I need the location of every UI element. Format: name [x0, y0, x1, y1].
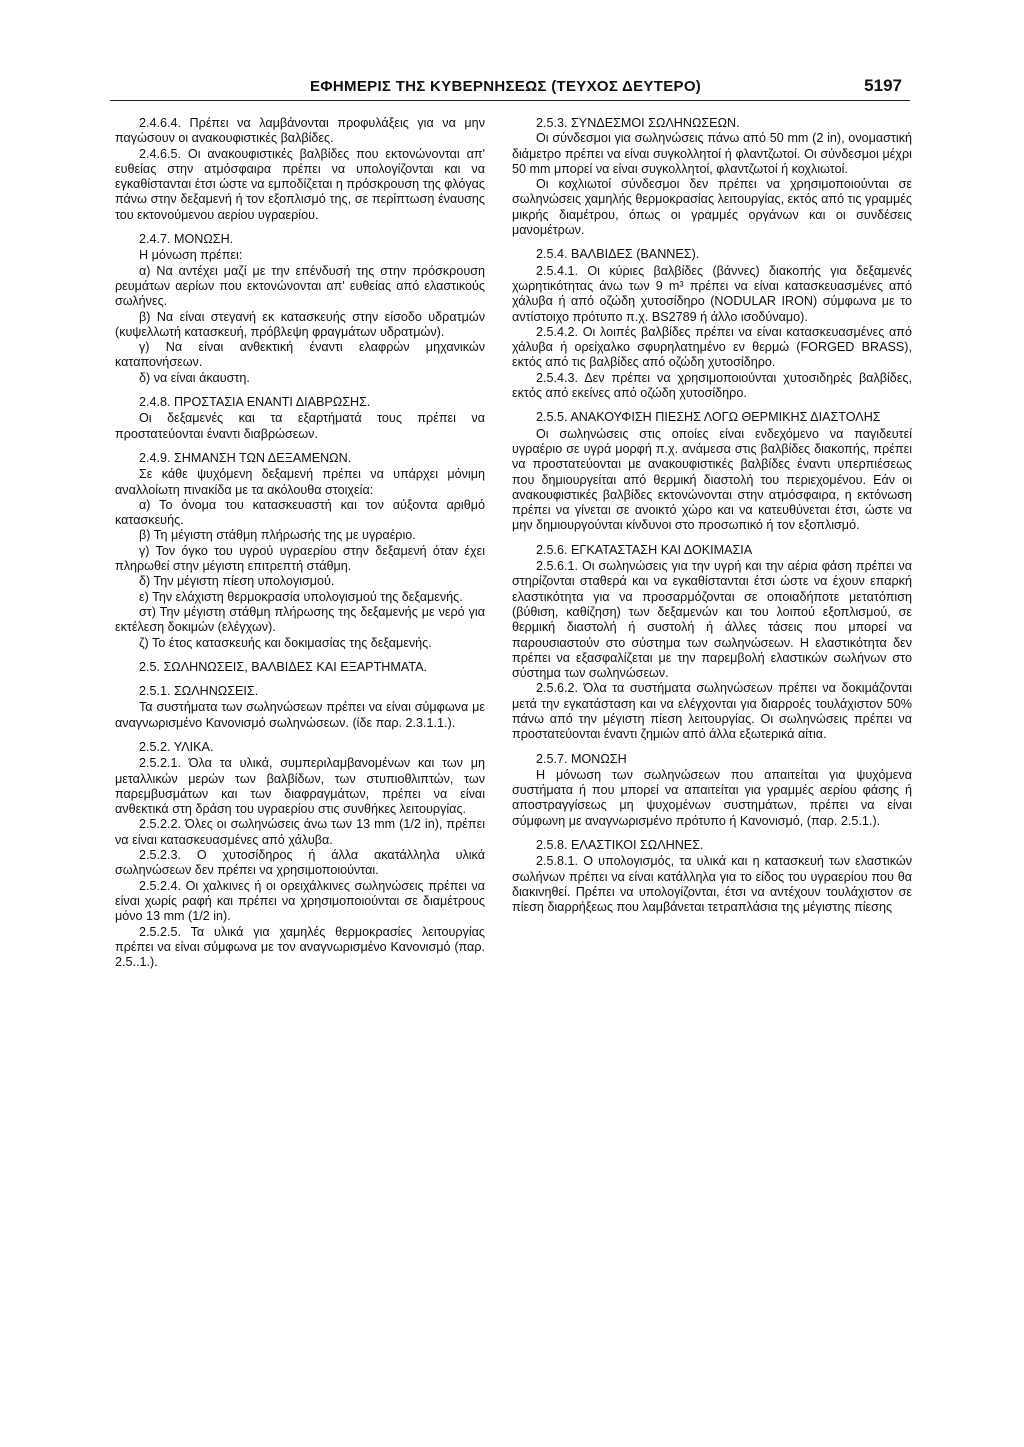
section-heading: 2.5.1. ΣΩΛΗΝΩΣΕΙΣ. — [139, 684, 259, 699]
paragraph: Οι σωληνώσεις στις οποίες είναι ενδεχόμενο να παγιδευτεί υγραέριο σε υγρά μορφή π.χ. ανάμεσα στις βαλβίδες διακοπής, πρέπει να προστατεύονται με ανακουφιστικές βαλβίδες έναντι υπερπιέσεως που δημιουργείται από θερμική διαστολή του περιεχομένου. Εάν οι ανακουφιστικές βαλβίδες εκτονώνονται στην ατμόσφαιρα, η εκτόνωση πρέπει να γίνεται σε ανοικτό χώρο και να κατευθύνεται έτσι, ώστε να μην δημιουργούνται κίνδυνοι στο προσωπικό ή τον εξοπλισμό. — [512, 426, 912, 533]
paragraph: ε) Την ελάχιστη θερμοκρασία υπολογισμού της δεξαμενής. — [139, 589, 463, 604]
paragraph: 2.4.6.4. Πρέπει να λαμβάνονται προφυλάξεις για να μην παγώσουν οι ανακουφιστικές βαλβίδες. — [115, 116, 485, 146]
paragraph: 2.4.6.5. Οι ανακουφιστικές βαλβίδες που εκτονώνονται απ' ευθείας στην ατμόσφαιρα πρέπει να υπολογίζονται και να εγκαθίστανται έτσι ώστε να εμποδίζεται η πρόσκρουση της φλόγας πάνω στην δεξαμενή ή τον εξοπλισμό της, σε περίπτωση έναυσης του εκτονούμενου αερίου υγραερίου. — [115, 146, 485, 222]
paragraph: Η μόνωση των σωληνώσεων που απαιτείται για ψυχόμενα συστήματα ή που μπορεί να απαιτείται για γραμμές αερίου φάσης ή αποστραγγίσεως μη ψυχομένων συστημάτων, πρέπει να είναι σύμφωνη με αναγνωρισμένο πρότυπο ή Κανονισμό, (παρ. 2.5.1.). — [512, 767, 912, 828]
section-heading: 2.4.8. ΠΡΟΣΤΑΣΙΑ ΕΝΑΝΤΙ ΔΙΑΒΡΩΣΗΣ. — [139, 395, 371, 410]
section-heading: 2.5.8. ΕΛΑΣΤΙΚΟΙ ΣΩΛΗΝΕΣ. — [536, 838, 704, 853]
paragraph: στ) Την μέγιστη στάθμη πλήρωσης της δεξαμενής με νερό για εκτέλεση δοκιμών (ελέγχων). — [115, 604, 485, 635]
paragraph: 2.5.6.1. Οι σωληνώσεις για την υγρή και την αέρια φάση πρέπει να στηρίζονται σταθερά και να εγκαθίστανται έτσι ώστε να έχουν επαρκή ελαστικότητα για να προσαρμόζονται σε οποιαδήποτε μετατόπιση (βύθιση, καθίζηση) των δεξαμενών και του λοιπού εξοπλισμού, σε θερμική διαστολή ή συστολή ή άλλες τάσεις που μπορεί να παρουσιαστούν στο σύστημα των σωληνώσεων. Η ελαστικότητα δεν πρέπει να εξασφαλίζεται με την παρεμβολή ελαστικών σωλήνων στο σύστημα των σωληνώσεων. — [512, 559, 912, 681]
right-column — [512, 116, 912, 916]
paragraph: 2.5.4.2. Οι λοιπές βαλβίδες πρέπει να είναι κατασκευασμένες από χάλυβα ή ορείχαλκο σφυρηλατημένο εν θερμώ (FORGED BRASS), εκτός από τις βαλβίδες από οζώδη χυτοσίδηρο. — [512, 324, 912, 370]
paragraph: 2.5.2.2. Όλες οι σωληνώσεις άνω των 13 mm (1/2 in), πρέπει να είναι κατασκευασμένες από χάλυβα. — [115, 817, 485, 847]
paragraph: α) Το όνομα του κατασκευαστή και τον αύξοντα αριθμό κατασκευής. — [115, 497, 485, 528]
section-heading: 2.5.2. ΥΛΙΚΑ. — [139, 739, 214, 754]
section-heading: 2.5.5. ΑΝΑΚΟΥΦΙΣΗ ΠΙΕΣΗΣ ΛΟΓΩ ΘΕΡΜΙΚΗΣ ΔΙΑΣΤΟΛΗΣ — [536, 410, 881, 425]
paragraph: 2.5.2.3. Ο χυτοσίδηρος ή άλλα ακατάλληλα υλικά σωληνώσεων δεν πρέπει να χρησιμοποιούνται. — [115, 848, 485, 878]
section-heading: 2.4.9. ΣΗΜΑΝΣΗ ΤΩΝ ΔΕΞΑΜΕΝΩΝ. — [139, 450, 352, 465]
section-heading: 2.5.4. ΒΑΛΒΙΔΕΣ (ΒΑΝΝΕΣ). — [536, 247, 700, 262]
paragraph: α) Να αντέχει μαζί με την επένδυσή της στην πρόσκρουση ρευμάτων αερίων που εκτονώνονται απ' ευθείας από ελαστικούς σωλήνες. — [115, 263, 485, 309]
page-header — [110, 74, 910, 104]
paragraph: 2.5.2.4. Οι χαλκινες ή οι ορειχάλκινες σωληνώσεις πρέπει να είναι χωρίς ραφή και πρέπει να χρησιμοποιούνται σε διαμέτρους μόνο 13 mm (1/2 in). — [115, 878, 485, 924]
paragraph: 2.5.8.1. Ο υπολογισμός, τα υλικά και η κατασκευή των ελαστικών σωλήνων πρέπει να είναι κατάλληλα για το είδος του υγραερίου που θα διακινηθεί. Πρέπει να υπολογίζονται, έτσι να αντέχουν τουλάχιστον σε πίεση διαρρήξεως που λαμβάνεται τετραπλάσια της μέγιστης πίεσης — [512, 854, 912, 915]
paragraph: 2.5.4.1. Οι κύριες βαλβίδες (βάννες) διακοπής για δεξαμενές χωρητικότητας άνω των 9 m³ πρέπει να είναι κατασκευασμένες από χάλυβα ή από οζώδη χυτοσίδηρο (NODULAR IRON) σύμφωνα με το αντίστοιχο πρότυπο π.χ. BS2789 ή άλλο ισοδύναμο). — [512, 263, 912, 324]
paragraph: 2.5.6.2. Όλα τα συστήματα σωληνώσεων πρέπει να δοκιμάζονται μετά την εγκατάσταση και να ελέγχονται για διαρροές τουλάχιστον 50% πάνω από την μέγιστη πίεση λειτουργίας. Οι σωληνώσεις πρέπει να προστατεύονται έναντι ζημιών από άλλα εξωτερικά αίτια. — [512, 681, 912, 742]
page-number: 5197 — [864, 76, 902, 95]
section-heading: 2.5.7. ΜΟΝΩΣΗ — [536, 751, 627, 766]
paragraph: Οι κοχλιωτοί σύνδεσμοι δεν πρέπει να χρησιμοποιούνται σε σωληνώσεις χαμηλής θερμοκρασίας λειτουργίας, εκτός από τις γραμμές μικρής διαμέτρου, όπως οι γραμμές οργάνων και οι συνδέσεις μανομέτρων. — [512, 177, 912, 238]
paragraph: Οι σύνδεσμοι για σωληνώσεις πάνω από 50 mm (2 in), ονομαστική διάμετρο πρέπει να είναι συγκολλητοί ή φλαντζωτοί. Οι σύνδεσμοι μέχρι 50 mm μπορεί να είναι συγκολλητοί, φλαντζωτοί ή κοχλιωτοί. — [512, 131, 912, 176]
header-rule — [110, 100, 910, 101]
section-heading: 2.5. ΣΩΛΗΝΩΣΕΙΣ, ΒΑΛΒΙΔΕΣ ΚΑΙ ΕΞΑΡΤΗΜΑΤΑ. — [139, 659, 427, 674]
paragraph: Οι δεξαμενές και τα εξαρτήματά τους πρέπει να προστατεύονται έναντι διαβρώσεων. — [115, 411, 485, 441]
section-heading: 2.4.7. ΜΟΝΩΣΗ. — [139, 232, 234, 247]
left-column — [115, 116, 485, 970]
paragraph: ζ) Το έτος κατασκευής και δοκιμασίας της δεξαμενής. — [139, 635, 432, 650]
paragraph: 2.5.2.5. Τα υλικά για χαμηλές θερμοκρασίες λειτουργίας πρέπει να είναι σύμφωνα με τον αναγνωρισμένο Κανονισμό (παρ. 2.5..1.). — [115, 924, 485, 970]
paragraph: Η μόνωση πρέπει: — [139, 248, 243, 263]
paragraph: Σε κάθε ψυχόμενη δεξαμενή πρέπει να υπάρχει μόνιμη αναλλοίωτη πινακίδα με τα ακόλουθα στοιχεία: — [115, 467, 485, 497]
paragraph: 2.5.4.3. Δεν πρέπει να χρησιμοποιούνται χυτοσιδηρές βαλβίδες, εκτός από εκείνες από οζώδη χυτοσίδηρο. — [512, 370, 912, 401]
paragraph: 2.5.2.1. Όλα τα υλικά, συμπεριλαμβανομένων και των μη μεταλλικών μερών των βαλβίδων, των στυπιοθλιπτών, των παρεμβυσμάτων και των διαφραγμάτων, πρέπει να είναι ανθεκτικά στη δράση του υγραερίου στις συνθήκες λειτουργίας. — [115, 756, 485, 817]
paragraph: δ) να είναι άκαυστη. — [139, 370, 250, 385]
paragraph: γ) Να είναι ανθεκτική έναντι ελαφρών μηχανικών καταπονήσεων. — [115, 340, 485, 370]
paragraph: β) Τη μέγιστη στάθμη πλήρωσής της με υγραέριο. — [139, 528, 416, 543]
paragraph: Τα συστήματα των σωληνώσεων πρέπει να είναι σύμφωνα με αναγνωρισμένο Κανονισμό σωληνώσεων. (ίδε παρ. 2.3.1.1.). — [115, 700, 485, 730]
section-heading: 2.5.6. ΕΓΚΑΤΑΣΤΑΣΗ ΚΑΙ ΔΟΚΙΜΑΣΙΑ — [536, 542, 753, 557]
paragraph: β) Να είναι στεγανή εκ κατασκευής στην είσοδο υδρατμών (κυψελλωτή κατασκευή, πρόβλεψη φραγμάτων υδρατμών). — [115, 309, 485, 339]
paragraph: δ) Την μέγιστη πίεση υπολογισμού. — [139, 574, 335, 589]
section-heading: 2.5.3. ΣΥΝΔΕΣΜΟΙ ΣΩΛΗΝΩΣΕΩΝ. — [536, 116, 740, 130]
gazette-title: ΕΦΗΜΕΡΙΣ ΤΗΣ ΚΥΒΕΡΝΗΣΕΩΣ (ΤΕΥΧΟΣ ΔΕΥΤΕΡΟ) — [310, 78, 702, 95]
paragraph: γ) Τον όγκο του υγρού υγραερίου στην δεξαμενή όταν έχει πληρωθεί στην μέγιστη επιτρεπτή στάθμη. — [115, 543, 485, 574]
